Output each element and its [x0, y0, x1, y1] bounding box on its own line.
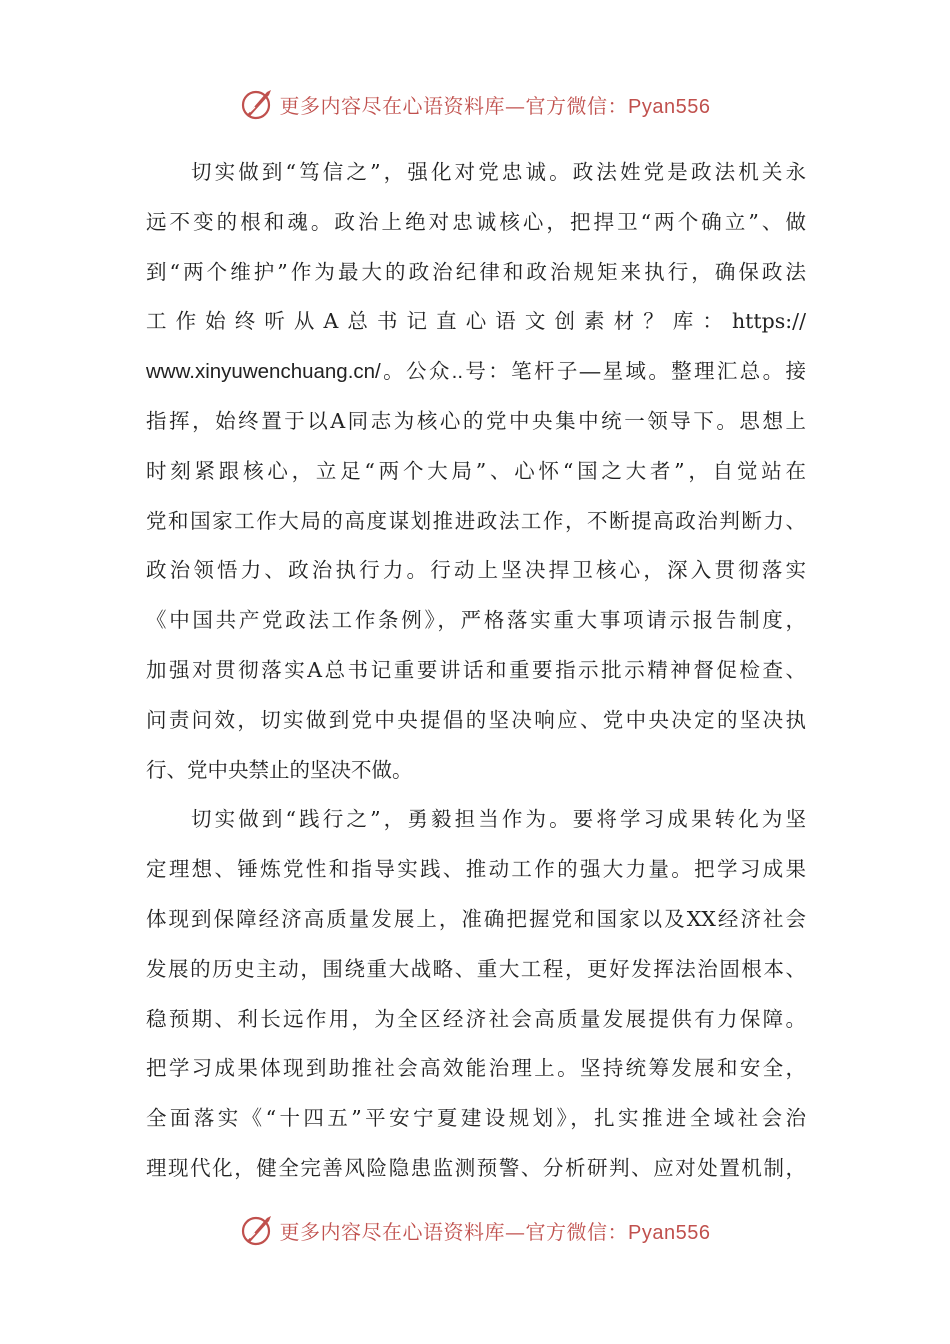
text-line: 行、党中央禁止的坚决不做。 — [146, 757, 413, 782]
text-line: 切实做到“笃信之”，强化对党忠诚。政法姓党是政法机关永 — [191, 160, 806, 184]
footer-banner-text: 更多内容尽在心语资料库—官方微信：Pyan556 — [279, 1219, 711, 1244]
text-line: 理现代化，健全完善风险隐患监测预警、分析研判、应对处置机制， — [146, 1155, 806, 1180]
text-line: 定理想、锤炼党性和指导实践、推动工作的强大力量。把学习成果 — [146, 857, 806, 882]
text-line: 问责问效，切实做到党中央提倡的坚决响应、党中央决定的坚决执 — [146, 707, 806, 732]
quill-logo-icon — [240, 86, 276, 122]
text-line: 党和国家工作大局的高度谋划推进政法工作，不断提高政治判断力、 — [146, 508, 806, 533]
text-line: 远不变的根和魂。政治上绝对忠诚核心，把捍卫“两个确立”、做 — [146, 209, 806, 234]
text-line: 到“两个维护”作为最大的政治纪律和政治规矩来执行，确保政法 — [146, 259, 806, 284]
text-line: 全面落实《“十四五”平安宁夏建设规划》，扎实推进全域社会治 — [146, 1106, 806, 1131]
text-line: 体现到保障经济高质量发展上，准确把握党和国家以及XX经济社会 — [146, 906, 806, 931]
text-line: 时刻紧跟核心，立足“两个大局”、心怀“国之大者”，自觉站在 — [146, 458, 806, 483]
text-line-url: www.xinyuwenchuang.cn/。公众..号：笔杆子—星域。整理汇总。接 — [146, 360, 806, 384]
header-wechat-id: Pyan556 — [628, 95, 711, 118]
document-body — [146, 148, 806, 1194]
header-banner-text: 更多内容尽在心语资料库—官方微信：Pyan556 — [279, 93, 711, 118]
text-line: 政治领悟力、政治执行力。行动上坚决捍卫核心，深入贯彻落实 — [146, 558, 806, 583]
text-line: 工作始终听从A总书记直心语文创素材？库：https:// — [146, 309, 806, 334]
text-line: 指挥，始终置于以A同志为核心的党中央集中统一领导下。思想上 — [146, 408, 806, 433]
text-line: 把学习成果体现到助推社会高效能治理上。坚持统筹发展和安全， — [146, 1056, 806, 1081]
footer-banner — [0, 1208, 950, 1252]
text-line: 切实做到“践行之”，勇毅担当作为。要将学习成果转化为坚 — [191, 807, 806, 832]
text-line: 《中国共产党政法工作条例》，严格落实重大事项请示报告制度， — [146, 608, 806, 633]
footer-wechat-id: Pyan556 — [628, 1221, 711, 1244]
header-banner — [0, 82, 950, 126]
text-line: 加强对贯彻落实A总书记重要讲话和重要指示批示精神督促检查、 — [146, 657, 806, 682]
quill-logo-icon — [240, 1212, 276, 1248]
text-line: 稳预期、利长远作用，为全区经济社会高质量发展提供有力保障。 — [146, 1006, 806, 1031]
text-line: 发展的历史主动，围绕重大战略、重大工程，更好发挥法治固根本、 — [146, 956, 806, 981]
